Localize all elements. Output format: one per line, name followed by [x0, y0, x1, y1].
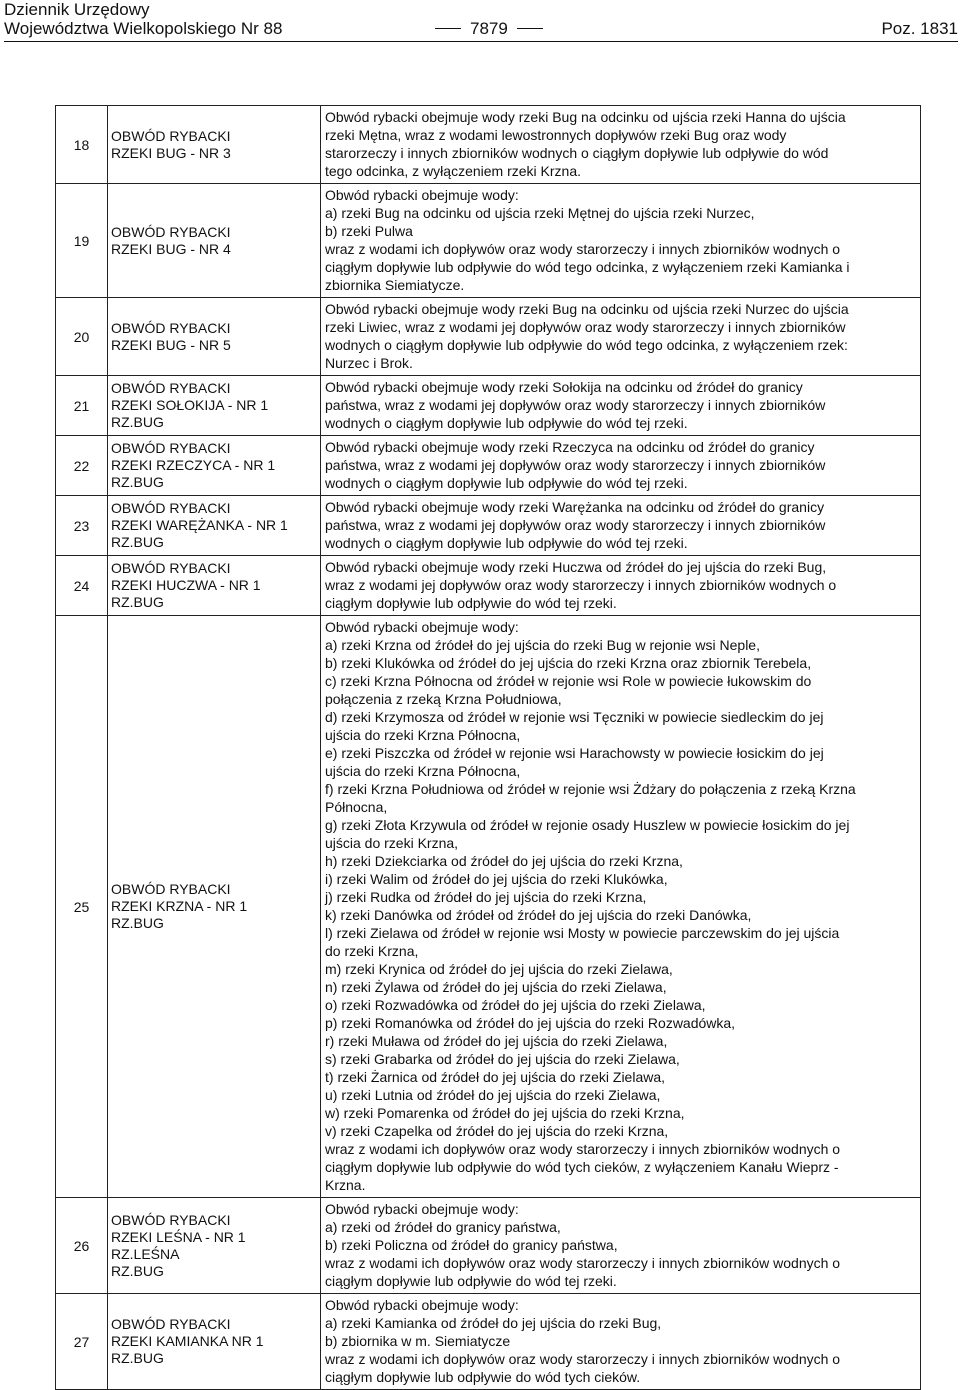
- description-line: zbiornika Siemiatycze.: [325, 277, 465, 293]
- district-name-line: RZ.BUG: [111, 1262, 164, 1279]
- district-name-line: RZ.BUG: [111, 534, 164, 550]
- table-row: [56, 376, 921, 436]
- district-description: [321, 436, 921, 496]
- description-line: wodnych o ciągłym dopływie lub odpływie do wód tej rzeki.: [325, 535, 688, 551]
- row-number: 27: [56, 1294, 108, 1390]
- description-line: Północna,: [325, 799, 388, 815]
- table-row: [56, 184, 921, 298]
- row-number: 25: [56, 616, 108, 1198]
- district-description: [321, 1294, 921, 1390]
- row-number: 22: [56, 436, 108, 496]
- description-line: f) rzeki Krzna Południowa od źródeł w rejonie wsi Żdżary do połączenia z rzeką Krzna: [325, 781, 856, 797]
- district-description: [321, 1198, 921, 1294]
- description-line: Obwód rybacki obejmuje wody rzeki Sołokija na odcinku od źródeł do granicy: [325, 379, 803, 395]
- description-line: g) rzeki Złota Krzywula od źródeł w rejonie osady Huszlew w powiecie łosickim do jej: [325, 817, 850, 833]
- description-line: Obwód rybacki obejmuje wody rzeki Bug na odcinku od ujścia rzeki Nurzec do ujścia: [325, 301, 849, 317]
- description-line: a) rzeki Krzna od źródeł do jej ujścia do rzeki Bug w rejonie wsi Neple,: [325, 637, 760, 653]
- district-description: [321, 106, 921, 184]
- description-line: l) rzeki Zielawa od źródeł w rejonie wsi Mosty w powiecie parczewskim do jej ujścia: [325, 925, 840, 941]
- district-name-line: RZ.LEŚNA: [111, 1245, 180, 1262]
- description-line: b) zbiornika w m. Siemiatycze: [325, 1333, 511, 1349]
- description-line: ciągłym dopływie lub odpływie do wód tych cieków, z wyłączeniem Kanału Wieprz -: [325, 1159, 839, 1175]
- district-name-line: RZEKI BUG - NR 3: [111, 144, 231, 161]
- description-line: państwa, wraz z wodami jej dopływów oraz wody starorzeczy i innych zbiorników: [325, 397, 826, 413]
- district-name-line: RZ.BUG: [111, 915, 164, 931]
- district-name-line: RZEKI KAMIANKA NR 1: [111, 1333, 264, 1349]
- description-line: v) rzeki Czapelka od źródeł do jej ujścia do rzeki Krzna,: [325, 1123, 669, 1139]
- district-name-line: RZ.BUG: [111, 414, 164, 430]
- row-number: 19: [56, 184, 108, 298]
- description-line: ujścia do rzeki Krzna,: [325, 835, 459, 851]
- district-name-line: RZEKI KRZNA - NR 1: [111, 898, 248, 914]
- description-line: rzeki Liwiec, wraz z wodami jej dopływów oraz wody starorzeczy i innych zbiorników: [325, 319, 846, 335]
- page-header: [4, 0, 958, 42]
- district-description: [321, 616, 921, 1198]
- description-line: h) rzeki Dziekciarka od źródeł do jej ujścia do rzeki Krzna,: [325, 853, 683, 869]
- row-number: 18: [56, 106, 108, 184]
- description-line: w) rzeki Pomarenka od źródeł do jej ujścia do rzeki Krzna,: [325, 1105, 685, 1121]
- table-row: [56, 436, 921, 496]
- description-line: Obwód rybacki obejmuje wody:: [325, 1201, 519, 1217]
- page-number: [426, 19, 552, 38]
- district-name-line: OBWÓD RYBACKI: [111, 223, 231, 240]
- description-line: Obwód rybacki obejmuje wody:: [325, 1297, 519, 1313]
- description-line: a) rzeki Bug na odcinku od ujścia rzeki Mętnej do ujścia rzeki Nurzec,: [325, 205, 755, 221]
- fishing-districts-table: [55, 105, 921, 1390]
- position-number: Poz. 1831: [881, 19, 958, 38]
- description-line: tego odcinka, z wyłączeniem rzeki Krzna.: [325, 163, 581, 179]
- dash-right: [517, 28, 543, 29]
- journal-title-line2: Województwa Wielkopolskiego Nr 88: [4, 19, 283, 38]
- district-name-line: RZEKI BUG - NR 5: [111, 336, 231, 353]
- district-name: [108, 496, 321, 556]
- district-name: [108, 184, 321, 298]
- description-line: s) rzeki Grabarka od źródeł do jej ujścia do rzeki Zielawa,: [325, 1051, 680, 1067]
- description-line: b) rzeki Klukówka od źródeł do jej ujścia do rzeki Krzna oraz zbiornik Terebela,: [325, 655, 812, 671]
- district-description: [321, 298, 921, 376]
- district-name-line: RZEKI SOŁOKIJA - NR 1: [111, 397, 269, 413]
- district-name-line: RZEKI LEŚNA - NR 1: [111, 1228, 246, 1245]
- district-name-line: OBWÓD RYBACKI: [111, 1211, 231, 1228]
- description-line: Obwód rybacki obejmuje wody rzeki Bug na odcinku od ujścia rzeki Hanna do ujścia: [325, 109, 846, 125]
- district-name: [108, 376, 321, 436]
- district-name-line: RZ.BUG: [111, 1350, 164, 1366]
- description-line: Obwód rybacki obejmuje wody rzeki Rzeczyca na odcinku od źródeł do granicy: [325, 439, 815, 455]
- district-name-line: OBWÓD RYBACKI: [111, 560, 231, 576]
- district-name-line: RZEKI BUG - NR 4: [111, 240, 231, 257]
- district-name: [108, 1294, 321, 1390]
- description-line: wraz z wodami ich dopływów oraz wody starorzeczy i innych zbiorników wodnych o: [325, 241, 841, 257]
- description-line: b) rzeki Policzna od źródeł do granicy państwa,: [325, 1237, 618, 1253]
- district-name-line: OBWÓD RYBACKI: [111, 1316, 231, 1332]
- description-line: ciągłym dopływie lub odpływie do wód tego odcinka, z wyłączeniem rzeki Kamianka i: [325, 259, 850, 275]
- table-row: [56, 298, 921, 376]
- table-row: [56, 556, 921, 616]
- description-line: p) rzeki Romanówka od źródeł do jej ujścia do rzeki Rozwadówka,: [325, 1015, 736, 1031]
- journal-title: [4, 0, 282, 38]
- description-line: ciągłym dopływie lub odpływie do wód tej rzeki.: [325, 595, 617, 611]
- description-line: wodnych o ciągłym dopływie lub odpływie do wód tej rzeki.: [325, 475, 688, 491]
- description-line: Obwód rybacki obejmuje wody rzeki Huczwa od źródeł do jej ujścia do rzeki Bug,: [325, 559, 827, 575]
- table-row: [56, 106, 921, 184]
- description-line: j) rzeki Rudka od źródeł do jej ujścia do rzeki Krzna,: [325, 889, 647, 905]
- description-line: Krzna.: [325, 1177, 366, 1193]
- description-line: ciągłym dopływie lub odpływie do wód tych cieków.: [325, 1369, 641, 1385]
- description-line: o) rzeki Rozwadówka od źródeł do jej ujścia do rzeki Zielawa,: [325, 997, 706, 1013]
- district-description: [321, 184, 921, 298]
- page-number-text: 7879: [470, 19, 508, 38]
- district-name-line: RZEKI WARĘŻANKA - NR 1: [111, 517, 288, 533]
- description-line: wraz z wodami ich dopływów oraz wody starorzeczy i innych zbiorników wodnych o: [325, 1351, 841, 1367]
- description-line: r) rzeki Muława od źródeł do jej ujścia do rzeki Zielawa,: [325, 1033, 668, 1049]
- description-line: ciągłym dopływie lub odpływie do wód tej rzeki.: [325, 1273, 617, 1289]
- description-line: wraz z wodami ich dopływów oraz wody starorzeczy i innych zbiorników wodnych o: [325, 1141, 841, 1157]
- description-line: Obwód rybacki obejmuje wody:: [325, 619, 519, 635]
- description-line: państwa, wraz z wodami jej dopływów oraz wody starorzeczy i innych zbiorników: [325, 457, 826, 473]
- description-line: ujścia do rzeki Krzna Północna,: [325, 763, 521, 779]
- description-line: e) rzeki Piszczka od źródeł w rejonie wsi Harachowsty w powiecie łosickim do jej: [325, 745, 824, 761]
- description-line: i) rzeki Walim od źródeł do jej ujścia do rzeki Klukówka,: [325, 871, 668, 887]
- description-line: d) rzeki Krzymosza od źródeł w rejonie wsi Tęczniki w powiecie siedleckim do jej: [325, 709, 824, 725]
- description-line: wodnych o ciągłym dopływie lub odpływie do wód tego odcinka, z wyłączeniem rzek:: [325, 337, 848, 353]
- row-number: 26: [56, 1198, 108, 1294]
- district-description: [321, 496, 921, 556]
- district-description: [321, 556, 921, 616]
- description-line: Nurzec i Brok.: [325, 355, 413, 371]
- description-line: ujścia do rzeki Krzna Północna,: [325, 727, 521, 743]
- table-row: [56, 616, 921, 1198]
- dash-left: [435, 28, 461, 29]
- description-line: a) rzeki od źródeł do granicy państwa,: [325, 1219, 561, 1235]
- description-line: b) rzeki Pulwa: [325, 223, 413, 239]
- district-name-line: OBWÓD RYBACKI: [111, 500, 231, 516]
- district-name-line: OBWÓD RYBACKI: [111, 881, 231, 897]
- district-name: [108, 556, 321, 616]
- description-line: c) rzeki Krzna Północna od źródeł w rejonie wsi Role w powiecie łukowskim do: [325, 673, 812, 689]
- row-number: 23: [56, 496, 108, 556]
- district-name-line: RZEKI RZECZYCA - NR 1: [111, 457, 276, 473]
- district-name: [108, 1198, 321, 1294]
- district-name: [108, 616, 321, 1198]
- description-line: połączenia z rzeką Krzna Południowa,: [325, 691, 562, 707]
- description-line: n) rzeki Żylawa od źródeł do jej ujścia do rzeki Zielawa,: [325, 979, 667, 995]
- description-line: państwa, wraz z wodami jej dopływów oraz wody starorzeczy i innych zbiorników: [325, 517, 826, 533]
- table-row: [56, 496, 921, 556]
- description-line: a) rzeki Kamianka od źródeł do jej ujścia do rzeki Bug,: [325, 1315, 662, 1331]
- row-number: 20: [56, 298, 108, 376]
- description-line: wraz z wodami jej dopływów oraz wody starorzeczy i innych zbiorników wodnych o: [325, 577, 837, 593]
- district-name-line: RZEKI HUCZWA - NR 1: [111, 577, 261, 593]
- district-name-line: RZ.BUG: [111, 474, 164, 490]
- description-line: starorzeczy i innych zbiorników wodnych o ciągłym dopływie lub odpływie do wód: [325, 145, 829, 161]
- description-line: Obwód rybacki obejmuje wody:: [325, 187, 519, 203]
- description-line: k) rzeki Danówka od źródeł od źródeł do jej ujścia do rzeki Danówka,: [325, 907, 752, 923]
- table-row: [56, 1198, 921, 1294]
- district-name: [108, 436, 321, 496]
- description-line: m) rzeki Krynica od źródeł do jej ujścia do rzeki Zielawa,: [325, 961, 673, 977]
- row-number: 21: [56, 376, 108, 436]
- description-line: rzeki Mętna, wraz z wodami lewostronnych dopływów rzeki Bug oraz wody: [325, 127, 787, 143]
- journal-title-line1: Dziennik Urzędowy: [4, 0, 150, 19]
- description-line: do rzeki Krzna,: [325, 943, 419, 959]
- table-row: [56, 1294, 921, 1390]
- description-line: wodnych o ciągłym dopływie lub odpływie do wód tej rzeki.: [325, 415, 688, 431]
- description-line: wraz z wodami ich dopływów oraz wody starorzeczy i innych zbiorników wodnych o: [325, 1255, 841, 1271]
- district-name-line: OBWÓD RYBACKI: [111, 319, 231, 336]
- district-name: [108, 298, 321, 376]
- header-rule: [4, 41, 958, 42]
- row-number: 24: [56, 556, 108, 616]
- description-line: Obwód rybacki obejmuje wody rzeki Warężanka na odcinku od źródeł do granicy: [325, 499, 825, 515]
- description-line: t) rzeki Żarnica od źródeł do jej ujścia do rzeki Zielawa,: [325, 1069, 666, 1085]
- district-name: [108, 106, 321, 184]
- district-name-line: OBWÓD RYBACKI: [111, 380, 231, 396]
- district-description: [321, 376, 921, 436]
- description-line: u) rzeki Lutnia od źródeł do jej ujścia do rzeki Zielawa,: [325, 1087, 661, 1103]
- district-name-line: OBWÓD RYBACKI: [111, 440, 231, 456]
- district-name-line: RZ.BUG: [111, 594, 164, 610]
- district-name-line: OBWÓD RYBACKI: [111, 127, 231, 144]
